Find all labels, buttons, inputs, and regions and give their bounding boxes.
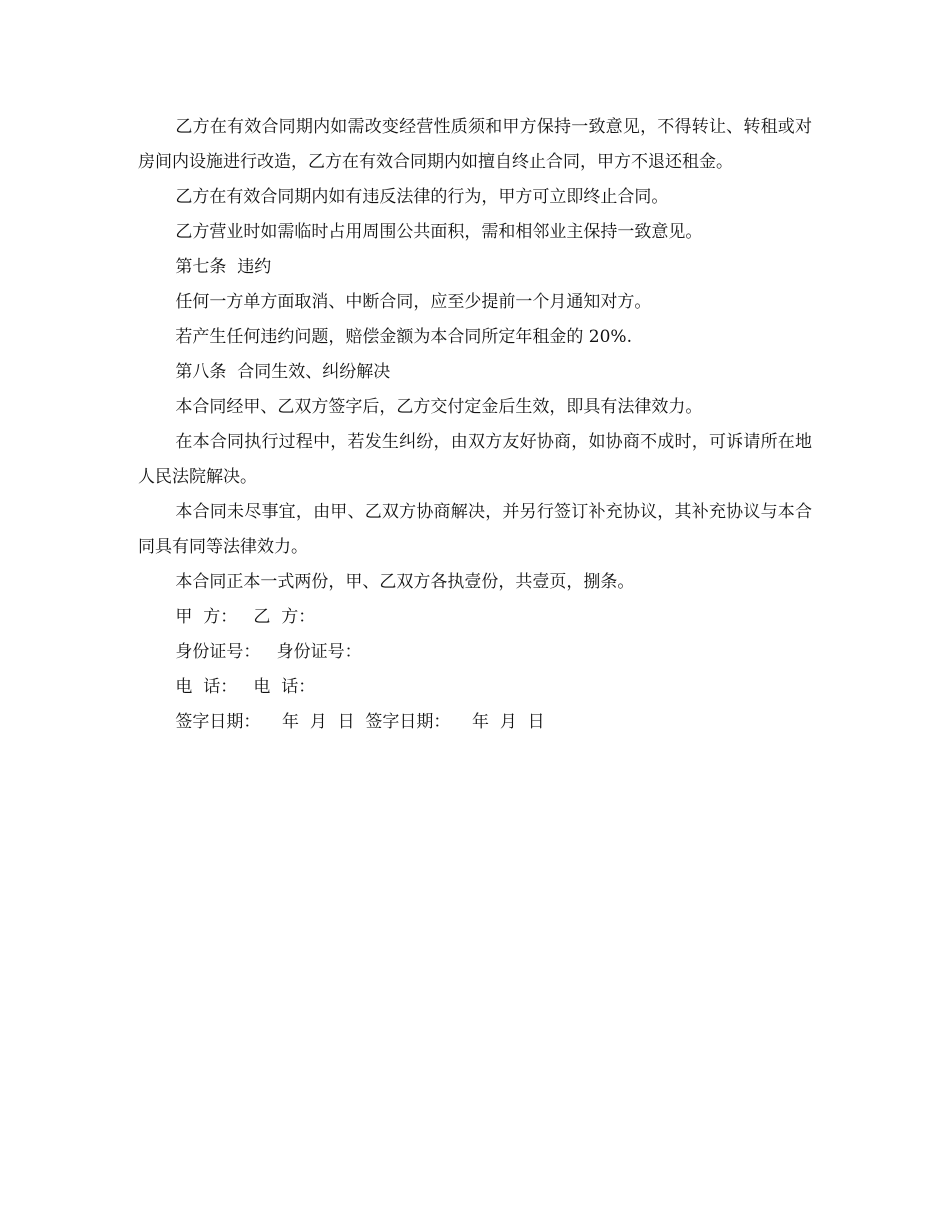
contract-page (138, 110, 812, 740)
article-seven-heading: 第七条 违约 (175, 257, 272, 277)
signature-phone-line: 电 话： 电 话： (175, 677, 316, 697)
clause-cancellation-notice: 任何一方单方面取消、中断合同，应至少提前一个月通知对方。 (175, 292, 652, 312)
signature-date-line: 签字日期： 年 月 日 签字日期： 年 月 日 (175, 712, 545, 732)
clause-change-business-nature: 乙方在有效合同期内如需改变经营性质须和甲方保持一致意见，不得转让、转租或对房间内设施进行改造，乙方在有效合同期内如擅自终止合同，甲方不退还租金。 (138, 117, 812, 172)
clause-supplementary-agreement: 本合同未尽事宜，由甲、乙双方协商解决，并另行签订补充协议，其补充协议与本合同具有同等法律效力。 (138, 502, 812, 557)
clause-illegal-conduct: 乙方在有效合同期内如有违反法律的行为，甲方可立即终止合同。 (175, 187, 669, 207)
clause-dispute-resolution: 在本合同执行过程中，若发生纠纷，由双方友好协商，如协商不成时，可诉请所在地人民法院解决。 (138, 432, 812, 487)
signature-block (138, 600, 812, 740)
article-eight-heading: 第八条 合同生效、纠纷解决 (175, 362, 391, 382)
signature-id-line: 身份证号： 身份证号： (175, 642, 362, 662)
clause-public-area-use: 乙方营业时如需临时占用周围公共面积，需和相邻业主保持一致意见。 (175, 222, 703, 242)
clause-effectiveness: 本合同经甲、乙双方签字后，乙方交付定金后生效，即具有法律效力。 (175, 397, 703, 417)
clause-breach-compensation: 若产生任何违约问题，赔偿金额为本合同所定年租金的 20%. (175, 327, 632, 347)
clause-copies: 本合同正本一式两份，甲、乙双方各执壹份，共壹页，捌条。 (175, 572, 635, 592)
signature-party-line: 甲 方： 乙 方： (175, 607, 316, 627)
